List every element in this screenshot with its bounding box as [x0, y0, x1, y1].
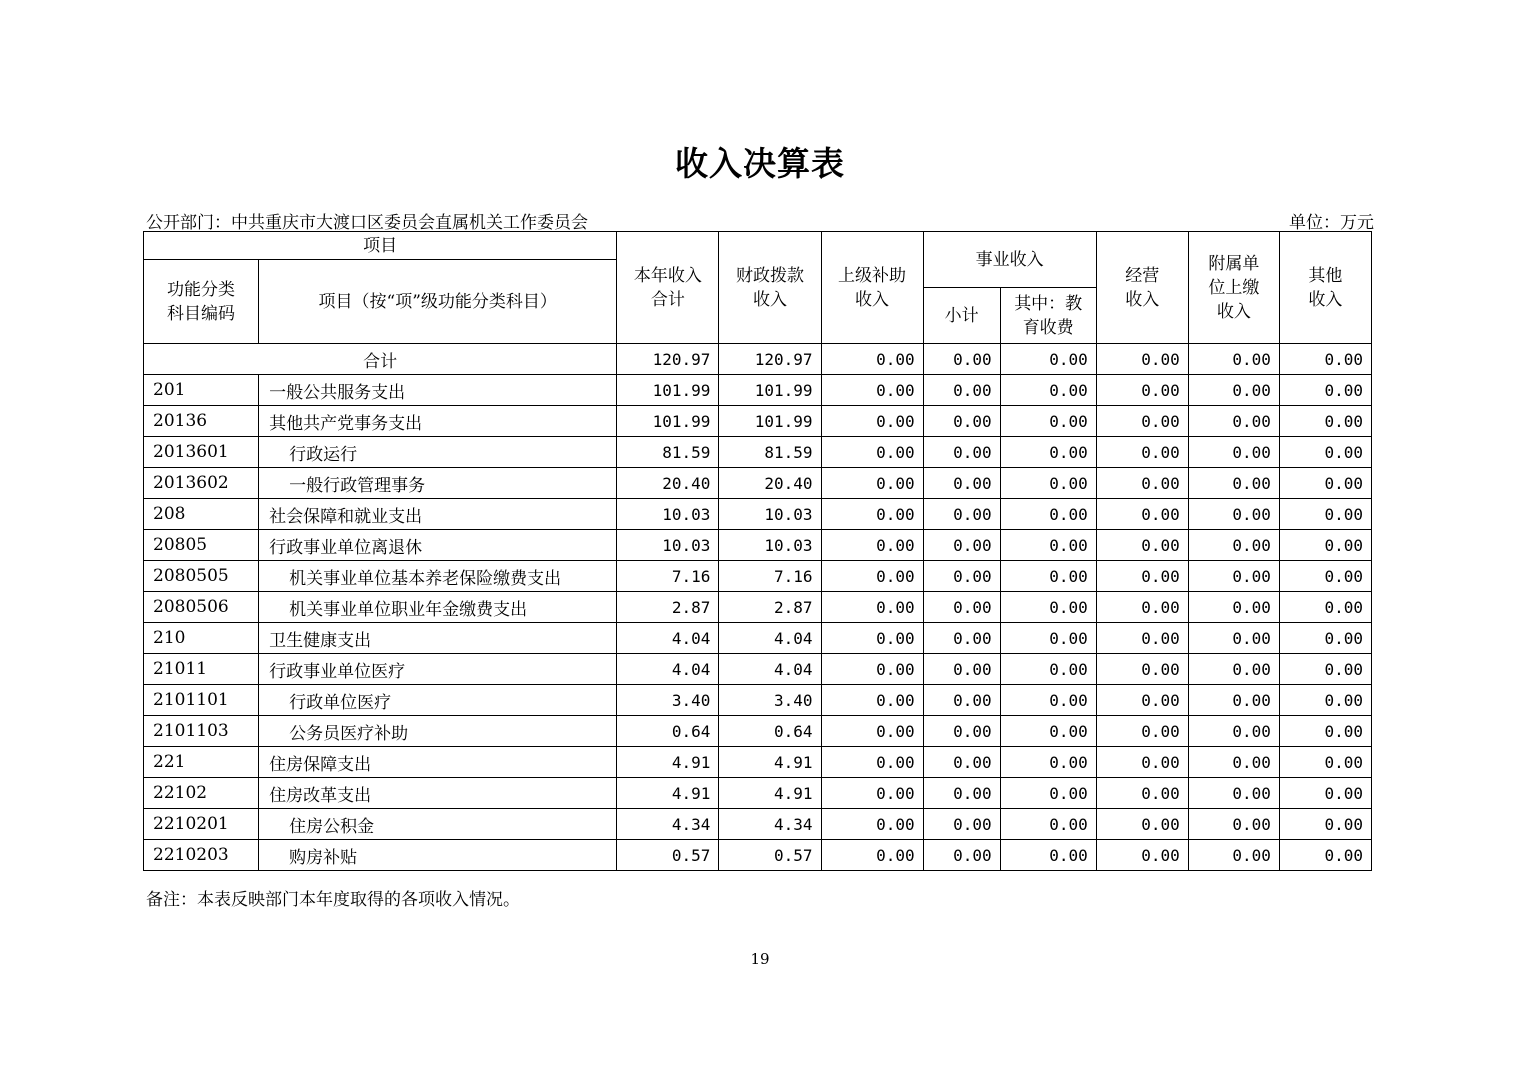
value-cell: 0.00 — [1096, 437, 1188, 468]
code-cell: 2210201 — [144, 809, 259, 840]
total-cell: 0.00 — [1188, 344, 1279, 375]
value-cell: 0.00 — [1279, 747, 1371, 778]
value-cell: 0.00 — [1000, 406, 1096, 437]
code-cell: 208 — [144, 499, 259, 530]
total-cell: 0.00 — [1000, 344, 1096, 375]
value-cell: 4.04 — [617, 623, 719, 654]
table-row — [144, 778, 1372, 809]
value-cell: 101.99 — [719, 406, 821, 437]
table-row — [144, 530, 1372, 561]
value-cell: 0.00 — [1000, 592, 1096, 623]
code-cell: 2101103 — [144, 716, 259, 747]
value-cell: 10.03 — [617, 530, 719, 561]
footnote: 备注：本表反映部门本年度取得的各项收入情况。 — [146, 890, 520, 910]
value-cell: 0.00 — [923, 561, 1000, 592]
code-cell: 2080505 — [144, 561, 259, 592]
header-code: 功能分类科目编码 — [144, 260, 259, 344]
value-cell: 0.00 — [821, 499, 923, 530]
value-cell: 0.00 — [923, 499, 1000, 530]
value-cell: 0.00 — [923, 716, 1000, 747]
code-cell: 2080506 — [144, 592, 259, 623]
value-cell: 0.00 — [821, 468, 923, 499]
value-cell: 0.57 — [617, 840, 719, 871]
value-cell: 0.00 — [1279, 437, 1371, 468]
name-cell: 一般行政管理事务 — [259, 468, 617, 499]
name-cell: 卫生健康支出 — [259, 623, 617, 654]
value-cell: 0.00 — [1188, 809, 1279, 840]
table-header — [144, 232, 1372, 344]
header-business-sub: 小计 — [923, 288, 1000, 344]
value-cell: 0.00 — [1096, 623, 1188, 654]
value-cell: 0.00 — [1279, 623, 1371, 654]
value-cell: 0.64 — [719, 716, 821, 747]
value-cell: 4.91 — [719, 778, 821, 809]
value-cell: 0.00 — [1000, 778, 1096, 809]
value-cell: 0.00 — [923, 840, 1000, 871]
value-cell: 0.00 — [1000, 654, 1096, 685]
value-cell: 4.04 — [719, 654, 821, 685]
name-cell: 住房保障支出 — [259, 747, 617, 778]
table-row — [144, 716, 1372, 747]
value-cell: 0.00 — [923, 809, 1000, 840]
value-cell: 0.00 — [1000, 685, 1096, 716]
value-cell: 0.00 — [923, 375, 1000, 406]
value-cell: 0.00 — [1096, 406, 1188, 437]
value-cell: 0.00 — [821, 778, 923, 809]
table-row — [144, 561, 1372, 592]
code-cell: 20805 — [144, 530, 259, 561]
value-cell: 4.34 — [617, 809, 719, 840]
value-cell: 0.00 — [1096, 685, 1188, 716]
value-cell: 0.00 — [1279, 530, 1371, 561]
value-cell: 0.00 — [923, 437, 1000, 468]
value-cell: 0.00 — [1000, 840, 1096, 871]
value-cell: 0.00 — [1188, 468, 1279, 499]
value-cell: 0.00 — [1279, 654, 1371, 685]
header-superior: 上级补助收入 — [821, 232, 923, 344]
value-cell: 4.91 — [617, 747, 719, 778]
value-cell: 0.00 — [1096, 499, 1188, 530]
value-cell: 101.99 — [617, 375, 719, 406]
header-business: 事业收入 — [923, 232, 1096, 288]
value-cell: 0.64 — [617, 716, 719, 747]
value-cell: 0.00 — [821, 654, 923, 685]
value-cell: 0.00 — [821, 530, 923, 561]
value-cell: 0.00 — [1279, 592, 1371, 623]
value-cell: 0.00 — [1000, 623, 1096, 654]
value-cell: 0.00 — [1000, 499, 1096, 530]
name-cell: 行政事业单位医疗 — [259, 654, 617, 685]
value-cell: 0.00 — [923, 406, 1000, 437]
value-cell: 0.00 — [1188, 437, 1279, 468]
value-cell: 0.00 — [1188, 654, 1279, 685]
value-cell: 0.00 — [923, 654, 1000, 685]
value-cell: 10.03 — [617, 499, 719, 530]
value-cell: 0.00 — [1188, 747, 1279, 778]
value-cell: 0.00 — [1188, 561, 1279, 592]
value-cell: 0.00 — [821, 561, 923, 592]
value-cell: 0.00 — [1096, 747, 1188, 778]
value-cell: 0.57 — [719, 840, 821, 871]
value-cell: 0.00 — [821, 747, 923, 778]
value-cell: 0.00 — [1279, 468, 1371, 499]
value-cell: 0.00 — [923, 747, 1000, 778]
value-cell: 101.99 — [617, 406, 719, 437]
value-cell: 101.99 — [719, 375, 821, 406]
total-row — [144, 344, 1372, 375]
value-cell: 0.00 — [1096, 468, 1188, 499]
total-cell: 0.00 — [1279, 344, 1371, 375]
header-business-edu: 其中：教育收费 — [1000, 288, 1096, 344]
value-cell: 7.16 — [719, 561, 821, 592]
table-row — [144, 747, 1372, 778]
value-cell: 0.00 — [821, 809, 923, 840]
value-cell: 0.00 — [1188, 840, 1279, 871]
value-cell: 0.00 — [1096, 778, 1188, 809]
total-cell: 0.00 — [1096, 344, 1188, 375]
name-cell: 住房改革支出 — [259, 778, 617, 809]
value-cell: 0.00 — [1279, 406, 1371, 437]
header-other: 其他收入 — [1279, 232, 1371, 344]
value-cell: 4.91 — [719, 747, 821, 778]
code-cell: 2101101 — [144, 685, 259, 716]
code-cell: 2210203 — [144, 840, 259, 871]
name-cell: 机关事业单位基本养老保险缴费支出 — [259, 561, 617, 592]
table-row — [144, 623, 1372, 654]
value-cell: 81.59 — [719, 437, 821, 468]
name-cell: 住房公积金 — [259, 809, 617, 840]
value-cell: 0.00 — [821, 840, 923, 871]
table-row — [144, 685, 1372, 716]
table-row — [144, 654, 1372, 685]
table-row — [144, 468, 1372, 499]
header-project: 项目 — [144, 232, 617, 260]
total-cell: 120.97 — [617, 344, 719, 375]
value-cell: 0.00 — [923, 778, 1000, 809]
value-cell: 0.00 — [1279, 375, 1371, 406]
value-cell: 0.00 — [821, 437, 923, 468]
value-cell: 0.00 — [1000, 375, 1096, 406]
code-cell: 221 — [144, 747, 259, 778]
value-cell: 20.40 — [719, 468, 821, 499]
header-fiscal: 财政拨款收入 — [719, 232, 821, 344]
code-cell: 201 — [144, 375, 259, 406]
table-row — [144, 809, 1372, 840]
value-cell: 4.04 — [719, 623, 821, 654]
value-cell: 0.00 — [821, 716, 923, 747]
name-cell: 购房补贴 — [259, 840, 617, 871]
value-cell: 0.00 — [1096, 592, 1188, 623]
value-cell: 0.00 — [1188, 716, 1279, 747]
value-cell: 0.00 — [1096, 654, 1188, 685]
value-cell: 0.00 — [1188, 778, 1279, 809]
value-cell: 2.87 — [617, 592, 719, 623]
value-cell: 0.00 — [1279, 840, 1371, 871]
value-cell: 0.00 — [821, 592, 923, 623]
value-cell: 0.00 — [1096, 561, 1188, 592]
value-cell: 0.00 — [1000, 716, 1096, 747]
value-cell: 0.00 — [1096, 375, 1188, 406]
value-cell: 0.00 — [1188, 375, 1279, 406]
value-cell: 0.00 — [1096, 809, 1188, 840]
value-cell: 0.00 — [923, 468, 1000, 499]
name-cell: 行政运行 — [259, 437, 617, 468]
value-cell: 0.00 — [821, 623, 923, 654]
value-cell: 0.00 — [1188, 685, 1279, 716]
value-cell: 10.03 — [719, 530, 821, 561]
value-cell: 3.40 — [617, 685, 719, 716]
value-cell: 0.00 — [1188, 530, 1279, 561]
value-cell: 2.87 — [719, 592, 821, 623]
table-row — [144, 375, 1372, 406]
code-cell: 21011 — [144, 654, 259, 685]
value-cell: 10.03 — [719, 499, 821, 530]
code-cell: 22102 — [144, 778, 259, 809]
value-cell: 0.00 — [1279, 778, 1371, 809]
value-cell: 0.00 — [1000, 809, 1096, 840]
value-cell: 0.00 — [1188, 623, 1279, 654]
unit-label: 单位：万元 — [1289, 213, 1374, 233]
table-body — [144, 344, 1372, 871]
total-label: 合计 — [144, 344, 617, 375]
value-cell: 0.00 — [923, 592, 1000, 623]
value-cell: 0.00 — [1188, 592, 1279, 623]
value-cell: 4.91 — [617, 778, 719, 809]
code-cell: 2013601 — [144, 437, 259, 468]
total-cell: 0.00 — [821, 344, 923, 375]
value-cell: 0.00 — [1000, 468, 1096, 499]
value-cell: 0.00 — [1000, 747, 1096, 778]
code-cell: 20136 — [144, 406, 259, 437]
value-cell: 0.00 — [821, 375, 923, 406]
name-cell: 机关事业单位职业年金缴费支出 — [259, 592, 617, 623]
code-cell: 2013602 — [144, 468, 259, 499]
value-cell: 0.00 — [1188, 499, 1279, 530]
value-cell: 0.00 — [1279, 499, 1371, 530]
value-cell: 0.00 — [923, 685, 1000, 716]
page-number: 19 — [750, 950, 770, 968]
value-cell: 20.40 — [617, 468, 719, 499]
value-cell: 0.00 — [1096, 716, 1188, 747]
total-cell: 120.97 — [719, 344, 821, 375]
name-cell: 公务员医疗补助 — [259, 716, 617, 747]
name-cell: 其他共产党事务支出 — [259, 406, 617, 437]
value-cell: 0.00 — [1000, 437, 1096, 468]
value-cell: 81.59 — [617, 437, 719, 468]
value-cell: 0.00 — [821, 685, 923, 716]
table-row — [144, 437, 1372, 468]
value-cell: 0.00 — [1000, 561, 1096, 592]
value-cell: 4.34 — [719, 809, 821, 840]
total-cell: 0.00 — [923, 344, 1000, 375]
header-affiliated: 附属单位上缴收入 — [1188, 232, 1279, 344]
value-cell: 0.00 — [1096, 530, 1188, 561]
value-cell: 0.00 — [1279, 809, 1371, 840]
value-cell: 0.00 — [923, 530, 1000, 561]
header-operating: 经营收入 — [1096, 232, 1188, 344]
code-cell: 210 — [144, 623, 259, 654]
table-row — [144, 499, 1372, 530]
value-cell: 0.00 — [1279, 685, 1371, 716]
page-title: 收入决算表 — [675, 144, 845, 183]
header-name: 项目（按“项”级功能分类科目） — [259, 260, 617, 344]
department-label: 公开部门：中共重庆市大渡口区委员会直属机关工作委员会 — [146, 213, 588, 233]
income-table — [143, 231, 1372, 871]
value-cell: 0.00 — [1279, 716, 1371, 747]
value-cell: 0.00 — [821, 406, 923, 437]
name-cell: 社会保障和就业支出 — [259, 499, 617, 530]
table-row — [144, 840, 1372, 871]
name-cell: 一般公共服务支出 — [259, 375, 617, 406]
table-row — [144, 592, 1372, 623]
name-cell: 行政单位医疗 — [259, 685, 617, 716]
value-cell: 4.04 — [617, 654, 719, 685]
value-cell: 0.00 — [1096, 840, 1188, 871]
value-cell: 0.00 — [1000, 530, 1096, 561]
name-cell: 行政事业单位离退休 — [259, 530, 617, 561]
header-total: 本年收入合计 — [617, 232, 719, 344]
value-cell: 0.00 — [1188, 406, 1279, 437]
value-cell: 0.00 — [923, 623, 1000, 654]
value-cell: 7.16 — [617, 561, 719, 592]
value-cell: 0.00 — [1279, 561, 1371, 592]
value-cell: 3.40 — [719, 685, 821, 716]
table-row — [144, 406, 1372, 437]
